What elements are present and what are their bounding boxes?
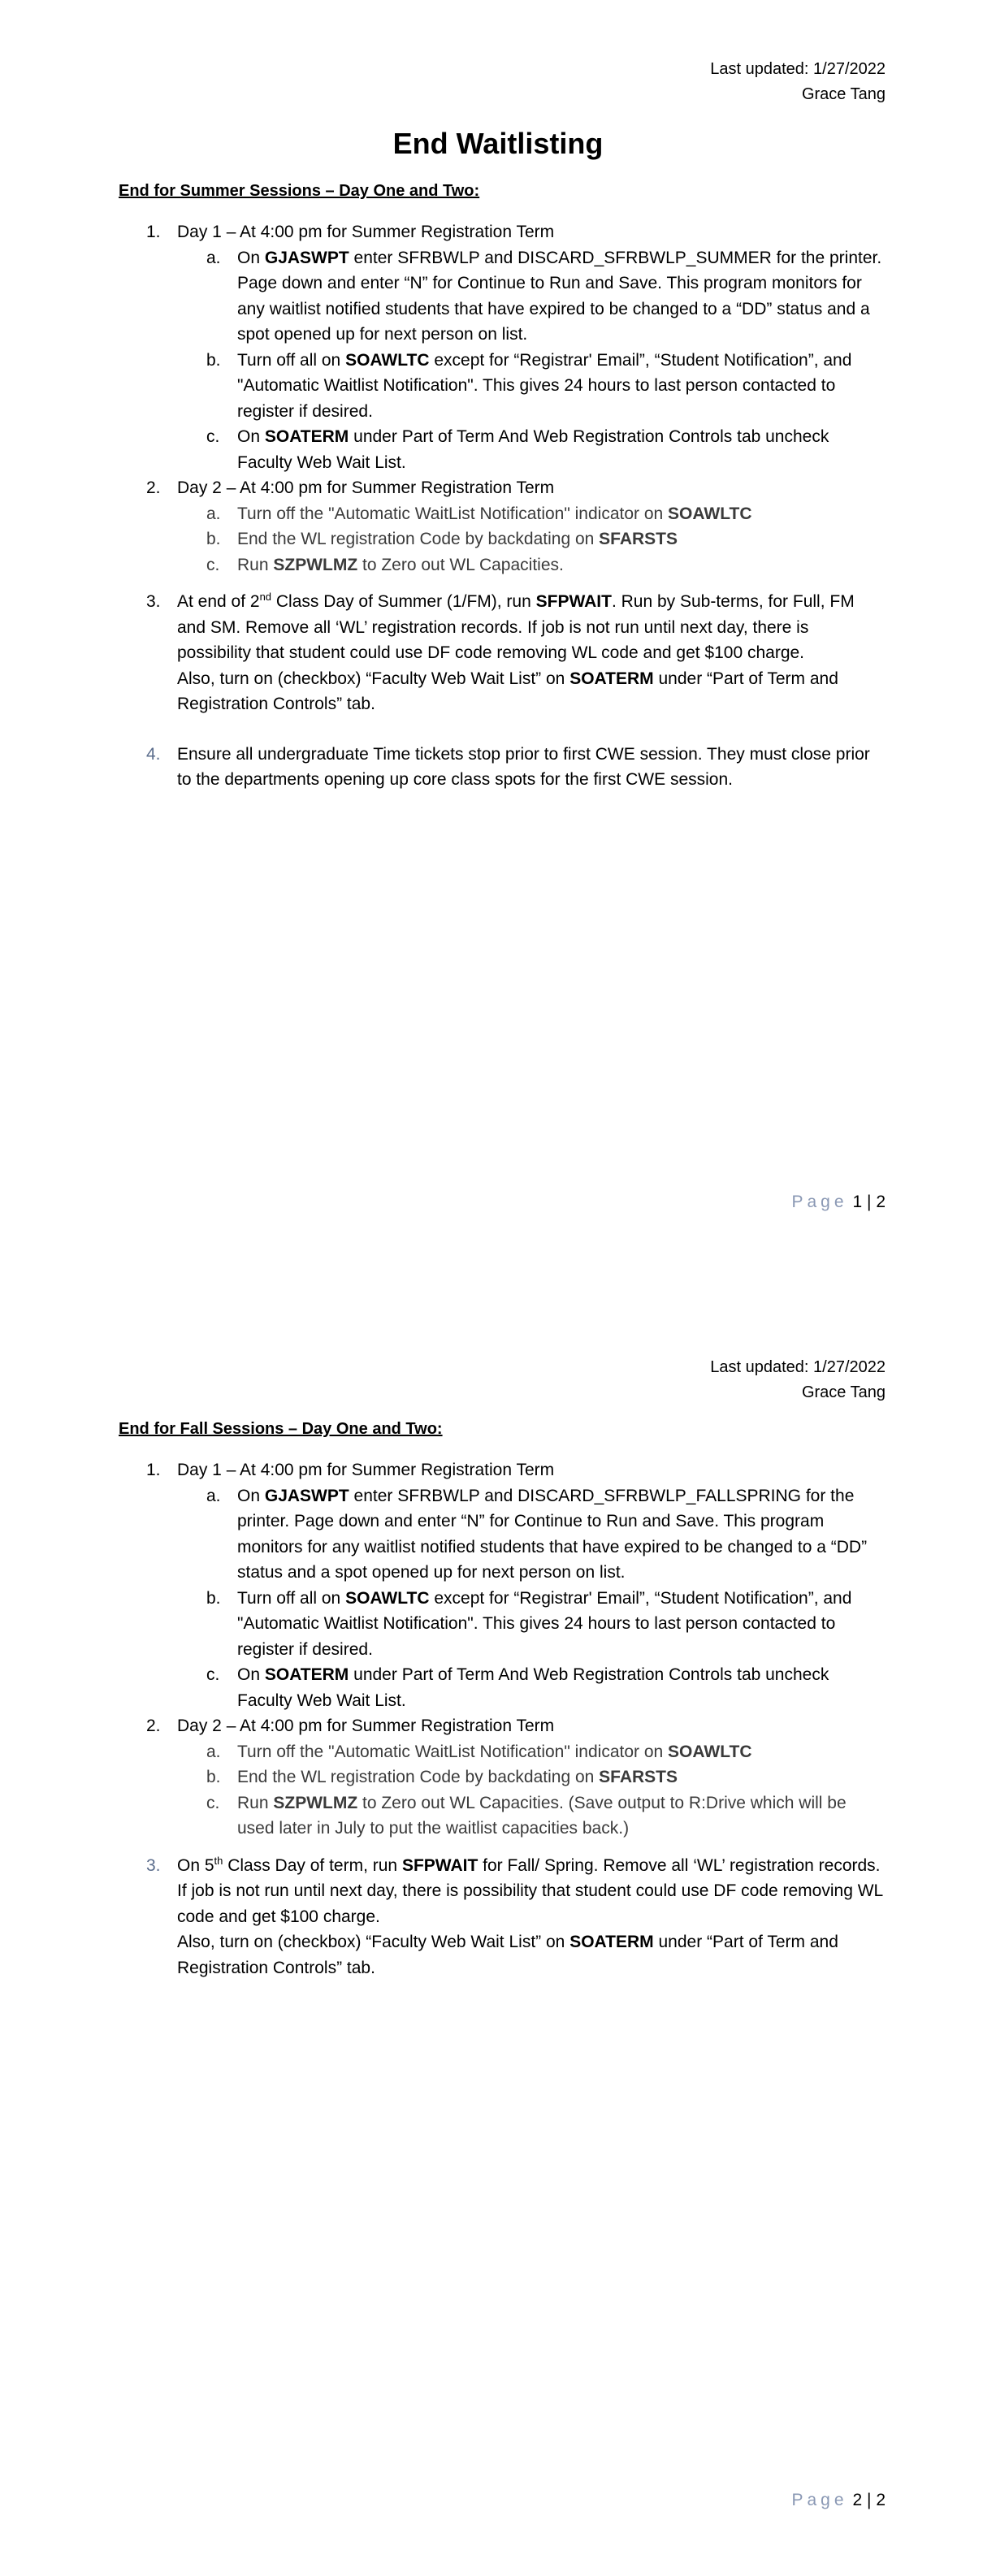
list-item: b. End the WL registration Code by backdating on SFARSTS	[206, 1768, 678, 1786]
list-item: 2. Day 2 – At 4:00 pm for Summer Registration Term	[146, 478, 555, 497]
list-item: 1. Day 1 – At 4:00 pm for Summer Registration Term	[146, 1461, 555, 1479]
author-name: Grace Tang	[801, 1383, 886, 1401]
list-item: 3. At end of 2nd Class Day of Summer (1/FM), run SFPWAIT. Run by Sub-terms, for Full, FM and SM. Remove all ‘WL’ registration records. If job is not run until next day, there is possibility that student could use DF code removing WL code and get $100 charge. Also, turn on (checkbox) “Faculty Web Wait List” on SOATERM under “Part of Term and Registration Controls” tab.	[146, 591, 855, 713]
page-footer: Page 2 | 2	[791, 2491, 886, 2509]
author-name: Grace Tang	[801, 85, 886, 103]
list-item: a. Turn off the "Automatic WaitList Notification" indicator on SOAWLTC	[206, 1742, 752, 1761]
list-item: b. Turn off all on SOAWLTC except for “Registrar' Email”, “Student Notification”, and "Automatic Waitlist Notification". This gives 24 hours to last person contacted to register if desired.	[206, 350, 852, 421]
page-header	[710, 1355, 886, 1405]
list-item: c. On SOATERM under Part of Term And Web Registration Controls tab uncheck Faculty Web Wait List.	[206, 1665, 829, 1710]
page-footer: Page 1 | 2	[791, 1193, 886, 1211]
last-updated: Last updated: 1/27/2022	[710, 1358, 886, 1376]
list-item: b. Turn off all on SOAWLTC except for “Registrar' Email”, “Student Notification”, and "Automatic Waitlist Notification". This gives 24 hours to last person contacted to register if desired.	[206, 1588, 852, 1659]
list-item: a. Turn off the "Automatic WaitList Notification" indicator on SOAWLTC	[206, 504, 752, 523]
last-updated: Last updated: 1/27/2022	[710, 60, 886, 78]
list-item: c. Run SZPWLMZ to Zero out WL Capacities.	[206, 555, 564, 574]
list-item: 1. Day 1 – At 4:00 pm for Summer Registration Term	[146, 223, 555, 241]
summer-steps-list	[119, 219, 886, 793]
list-item: c. Run SZPWLMZ to Zero out WL Capacities. (Save output to R:Drive which will be used later in July to put the waitlist capacities back.)	[206, 1793, 847, 1838]
page-header	[710, 57, 886, 107]
document-title: End Waitlisting	[392, 127, 604, 160]
list-item: a. On GJASWPT enter SFRBWLP and DISCARD_SFRBWLP_SUMMER for the printer. Page down and enter “N” for Continue to Run and Save. This program monitors for any waitlist notified students that have expired to be changed to a “DD” status and a spot opened up for next person on list.	[206, 248, 882, 344]
list-item: c. On SOATERM under Part of Term And Web Registration Controls tab uncheck Faculty Web Wait List.	[206, 427, 829, 472]
list-item: b. End the WL registration Code by backdating on SFARSTS	[206, 530, 678, 548]
summer-section-heading: End for Summer Sessions – Day One and Two:	[119, 182, 480, 200]
list-item: 3. On 5th Class Day of term, run SFPWAIT for Fall/ Spring. Remove all ‘WL’ registration records. If job is not run until next day, there is possibility that student could use DF code removing WL code and get $100 charge. Also, turn on (checkbox) “Faculty Web Wait List” on SOATERM under “Part of Term and Registration Controls” tab.	[146, 1854, 883, 1977]
fall-steps-list	[119, 1457, 886, 1981]
document-page-2	[0, 1288, 996, 2576]
list-item: a. On GJASWPT enter SFRBWLP and DISCARD_SFRBWLP_FALLSPRING for the printer. Page down and enter “N” for Continue to Run and Save. This program monitors for any waitlist notified students that have expired to be changed to a “DD” status and a spot opened up for next person on list.	[206, 1486, 868, 1582]
list-item: 2. Day 2 – At 4:00 pm for Summer Registration Term	[146, 1717, 555, 1735]
fall-section-heading: End for Fall Sessions – Day One and Two:	[119, 1420, 443, 1438]
list-item: 4. Ensure all undergraduate Time tickets stop prior to first CWE session. They must close prior to the departments opening up core class spots for the first CWE session.	[146, 744, 870, 789]
